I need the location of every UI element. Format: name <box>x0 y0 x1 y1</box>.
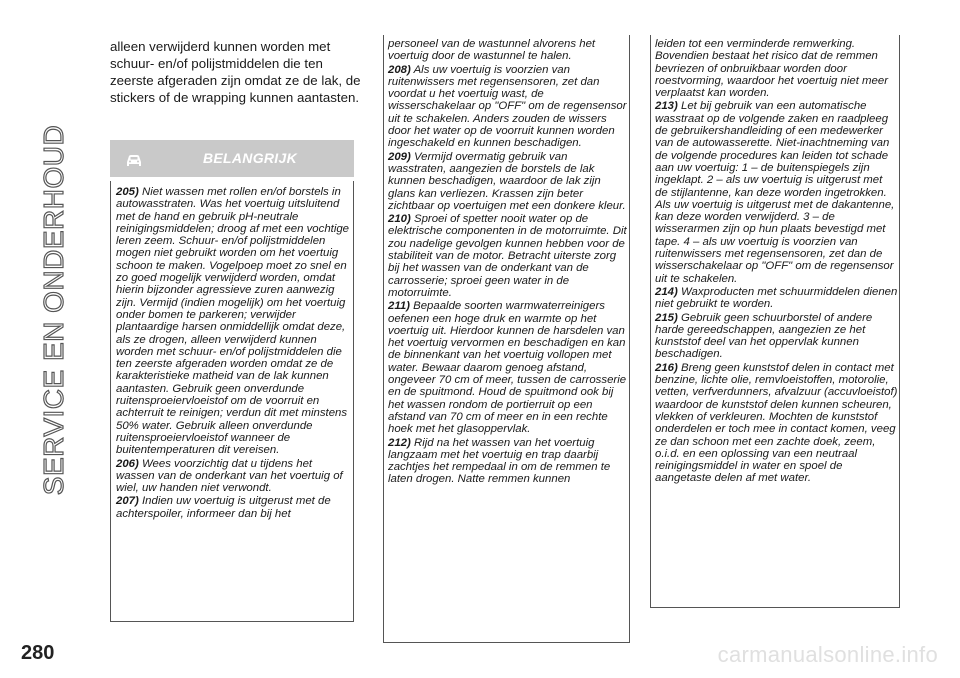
warning-text: leiden tot een verminderde remwerking. Bovendien bestaat het risico dat de remmen bevriezen of onbruikbaar worden door roestvorming, waardoor het voertuig niet meer verplaatst kan worden. <box>655 38 888 100</box>
warning-item <box>116 458 350 495</box>
page-number: 280 <box>21 642 55 664</box>
warning-text: Indien uw voertuig is uitgerust met de achterspoiler, informeer dan bij het <box>116 495 331 520</box>
warning-number: 212) <box>388 436 411 449</box>
warning-item <box>388 437 628 486</box>
warning-text: Rijd na het wassen van het voertuig langzaam met het voertuig en trap daarbij zachtjes het rempedaal in om de remmen te laten drogen. Natte remmen kunnen <box>388 436 611 486</box>
warning-number: 214) <box>655 285 678 298</box>
warning-number: 210) <box>388 213 411 226</box>
warning-text: Als uw voertuig is voorzien van ruitenwissers met regensensoren, zet dan voordat u het voertuig wast, de wisserschakelaar op "OFF" om de regensensor uit te schakelen. Anders zouden de wissers door het water op de voorruit kunnen worden ingeschakeld en kunnen beschadigen. <box>388 63 627 150</box>
warning-header <box>110 140 354 177</box>
warning-number: 213) <box>655 100 678 113</box>
warning-text: Gebruik geen schuurborstel of andere harde gereedschappen, aangezien ze het kunststof deel van het oppervlak kunnen beschadigen. <box>655 311 873 361</box>
column-2-warnings <box>388 38 628 487</box>
footer-watermark: carmanualsonline.info <box>717 642 938 667</box>
warning-item <box>388 38 628 63</box>
section-title: SERVICE EN ONDERHOUD <box>38 124 69 496</box>
warning-text: Let bij gebruik van een automatische wasstraat op de volgende zaken en raadpleeg de gebruikershandleiding of een medewerker van de autowasserette. Niet-inachtneming van de volgende procedures kan leiden tot schade aan uw voertuig: 1 – de buitenspiegels zijn ingeklapt. 2 – als uw voertuig is uitgerust met de stijlantenne, kan deze worden ingetrokken. Als uw voertuig is uitgerust met de dakantenne, kan deze worden verwijderd. 3 – de wisserarmen zijn op hun plaats bevestigd met tape. 4 – als uw voertuig is voorzien van ruitenwissers met regensensoren, zet dan de wisserschakelaar op "OFF" om de regensensor uit te schakelen. <box>655 100 895 285</box>
warning-item <box>116 186 350 457</box>
warning-item <box>655 38 898 99</box>
warning-text: Sproei of spetter nooit water op de elektrische componenten in de motorruimte. Dit zou nadelige gevolgen kunnen hebben voor de stabiliteit van de motor. Betracht uiterste zorg bij het wassen van de onderkant van de carrosserie; sproei geen water in de motorruimte. <box>388 213 627 299</box>
warning-number: 211) <box>388 300 410 313</box>
warning-text: Breng geen kunststof delen in contact met benzine, lichte olie, remvloeistoffen, motorolie, vetten, verfverdunners, afvalzuur (accuvloeistof) waardoor de kunststof delen kunnen scheuren, vlekken of verkleuren. Mochten de kunststof onderdelen er toch mee in contact komen, veeg ze dan schoon met een zachte doek, zeem, o.i.d. en een oplossing van een neutraal reinigingsmiddel in water en spoel de aangetaste delen af met water. <box>655 361 898 485</box>
warning-text: Bepaalde soorten warmwaterreinigers oefenen een hoge druk en warmte op het voertuig uit. Hierdoor kunnen de harsdelen van het voertuig vervormen en beschadigen en kan de binnenkant van het voertuig vollopen met water. Bewaar daarom genoeg afstand, ongeveer 70 cm of meer, tussen de carrosserie en de spuitmond. Houd de spuitmond ook bij het wassen rondom de portierruit op een afstand van 70 cm of meer en in een rechte hoek met het glasoppervlak. <box>388 300 627 436</box>
warning-number: 215) <box>655 311 678 324</box>
warning-text: Wees voorzichtig dat u tijdens het wassen van de onderkant van het voertuig of wiel, uw handen niet verwondt. <box>116 457 343 495</box>
warning-item <box>388 64 628 150</box>
warning-item <box>655 362 898 485</box>
warning-number: 216) <box>655 361 678 374</box>
warning-text: Niet wassen met rollen en/of borstels in autowasstraten. Was het voertuig uitsluitend met de hand en gebruik pH-neutrale reinigingsmiddelen; droog af met een vochtige leren zeem. Schuur- en/of polijstmiddelen mogen niet gebruikt worden om het voertuig schoon te maken. Vogelpoep moet zo snel en zo goed mogelijk verwijderd worden, omdat hierin bijzonder agressieve zuren aanwezig zijn. Vermijd (indien mogelijk) om het voertuig onder bomen te parkeren; verwijder plantaardige harsen onmiddellijk omdat deze, als ze drogen, alleen verwijderd kunnen worden met schuur- en/of polijstmiddelen die ten zeerste afgeraden worden omdat ze de karakteristieke matheid van de lak kunnen aantasten. Gebruik geen onverdunde ruitensproeiervloeistof om de voorruit en achterruit te reinigen; verdun dit met minstens 50% water. Gebruik alleen onverdunde ruitensproeiervloeistof wanneer de buitentemperaturen dit vereisen. <box>116 186 350 457</box>
warning-item <box>388 300 628 435</box>
warning-item <box>655 286 898 311</box>
column-1-warnings <box>116 186 350 521</box>
warning-text: personeel van de wastunnel alvorens het voertuig door de wastunnel te halen. <box>388 38 596 63</box>
warning-text: Waxproducten met schuurmiddelen dienen niet gebruikt te worden. <box>655 285 898 311</box>
warning-item <box>655 312 898 361</box>
warning-text: Vermijd overmatig gebruik van wasstraten, aangezien de borstels de lak kunnen beschadigen, waardoor de lak zijn glans kan verliezen. Krassen zijn beter zichtbaar op voertuigen met een donkere kleur. <box>388 150 626 212</box>
column-3-warnings <box>655 38 898 486</box>
warning-number: 206) <box>116 457 139 470</box>
warning-item <box>388 213 628 299</box>
intro-paragraph: alleen verwijderd kunnen worden met schuur- en/of polijstmiddelen die ten zeerste afgeraden zijn omdat ze de lak, de stickers of de wrapping kunnen aantasten. <box>110 39 361 105</box>
warning-number: 208) <box>388 63 411 76</box>
warning-number: 207) <box>116 495 139 508</box>
warning-item <box>116 495 350 520</box>
warning-title: BELANGRIJK <box>202 150 297 166</box>
warning-number: 205) <box>116 186 139 198</box>
warning-item <box>655 100 898 284</box>
warning-item <box>388 151 628 212</box>
warning-number: 209) <box>388 150 411 163</box>
